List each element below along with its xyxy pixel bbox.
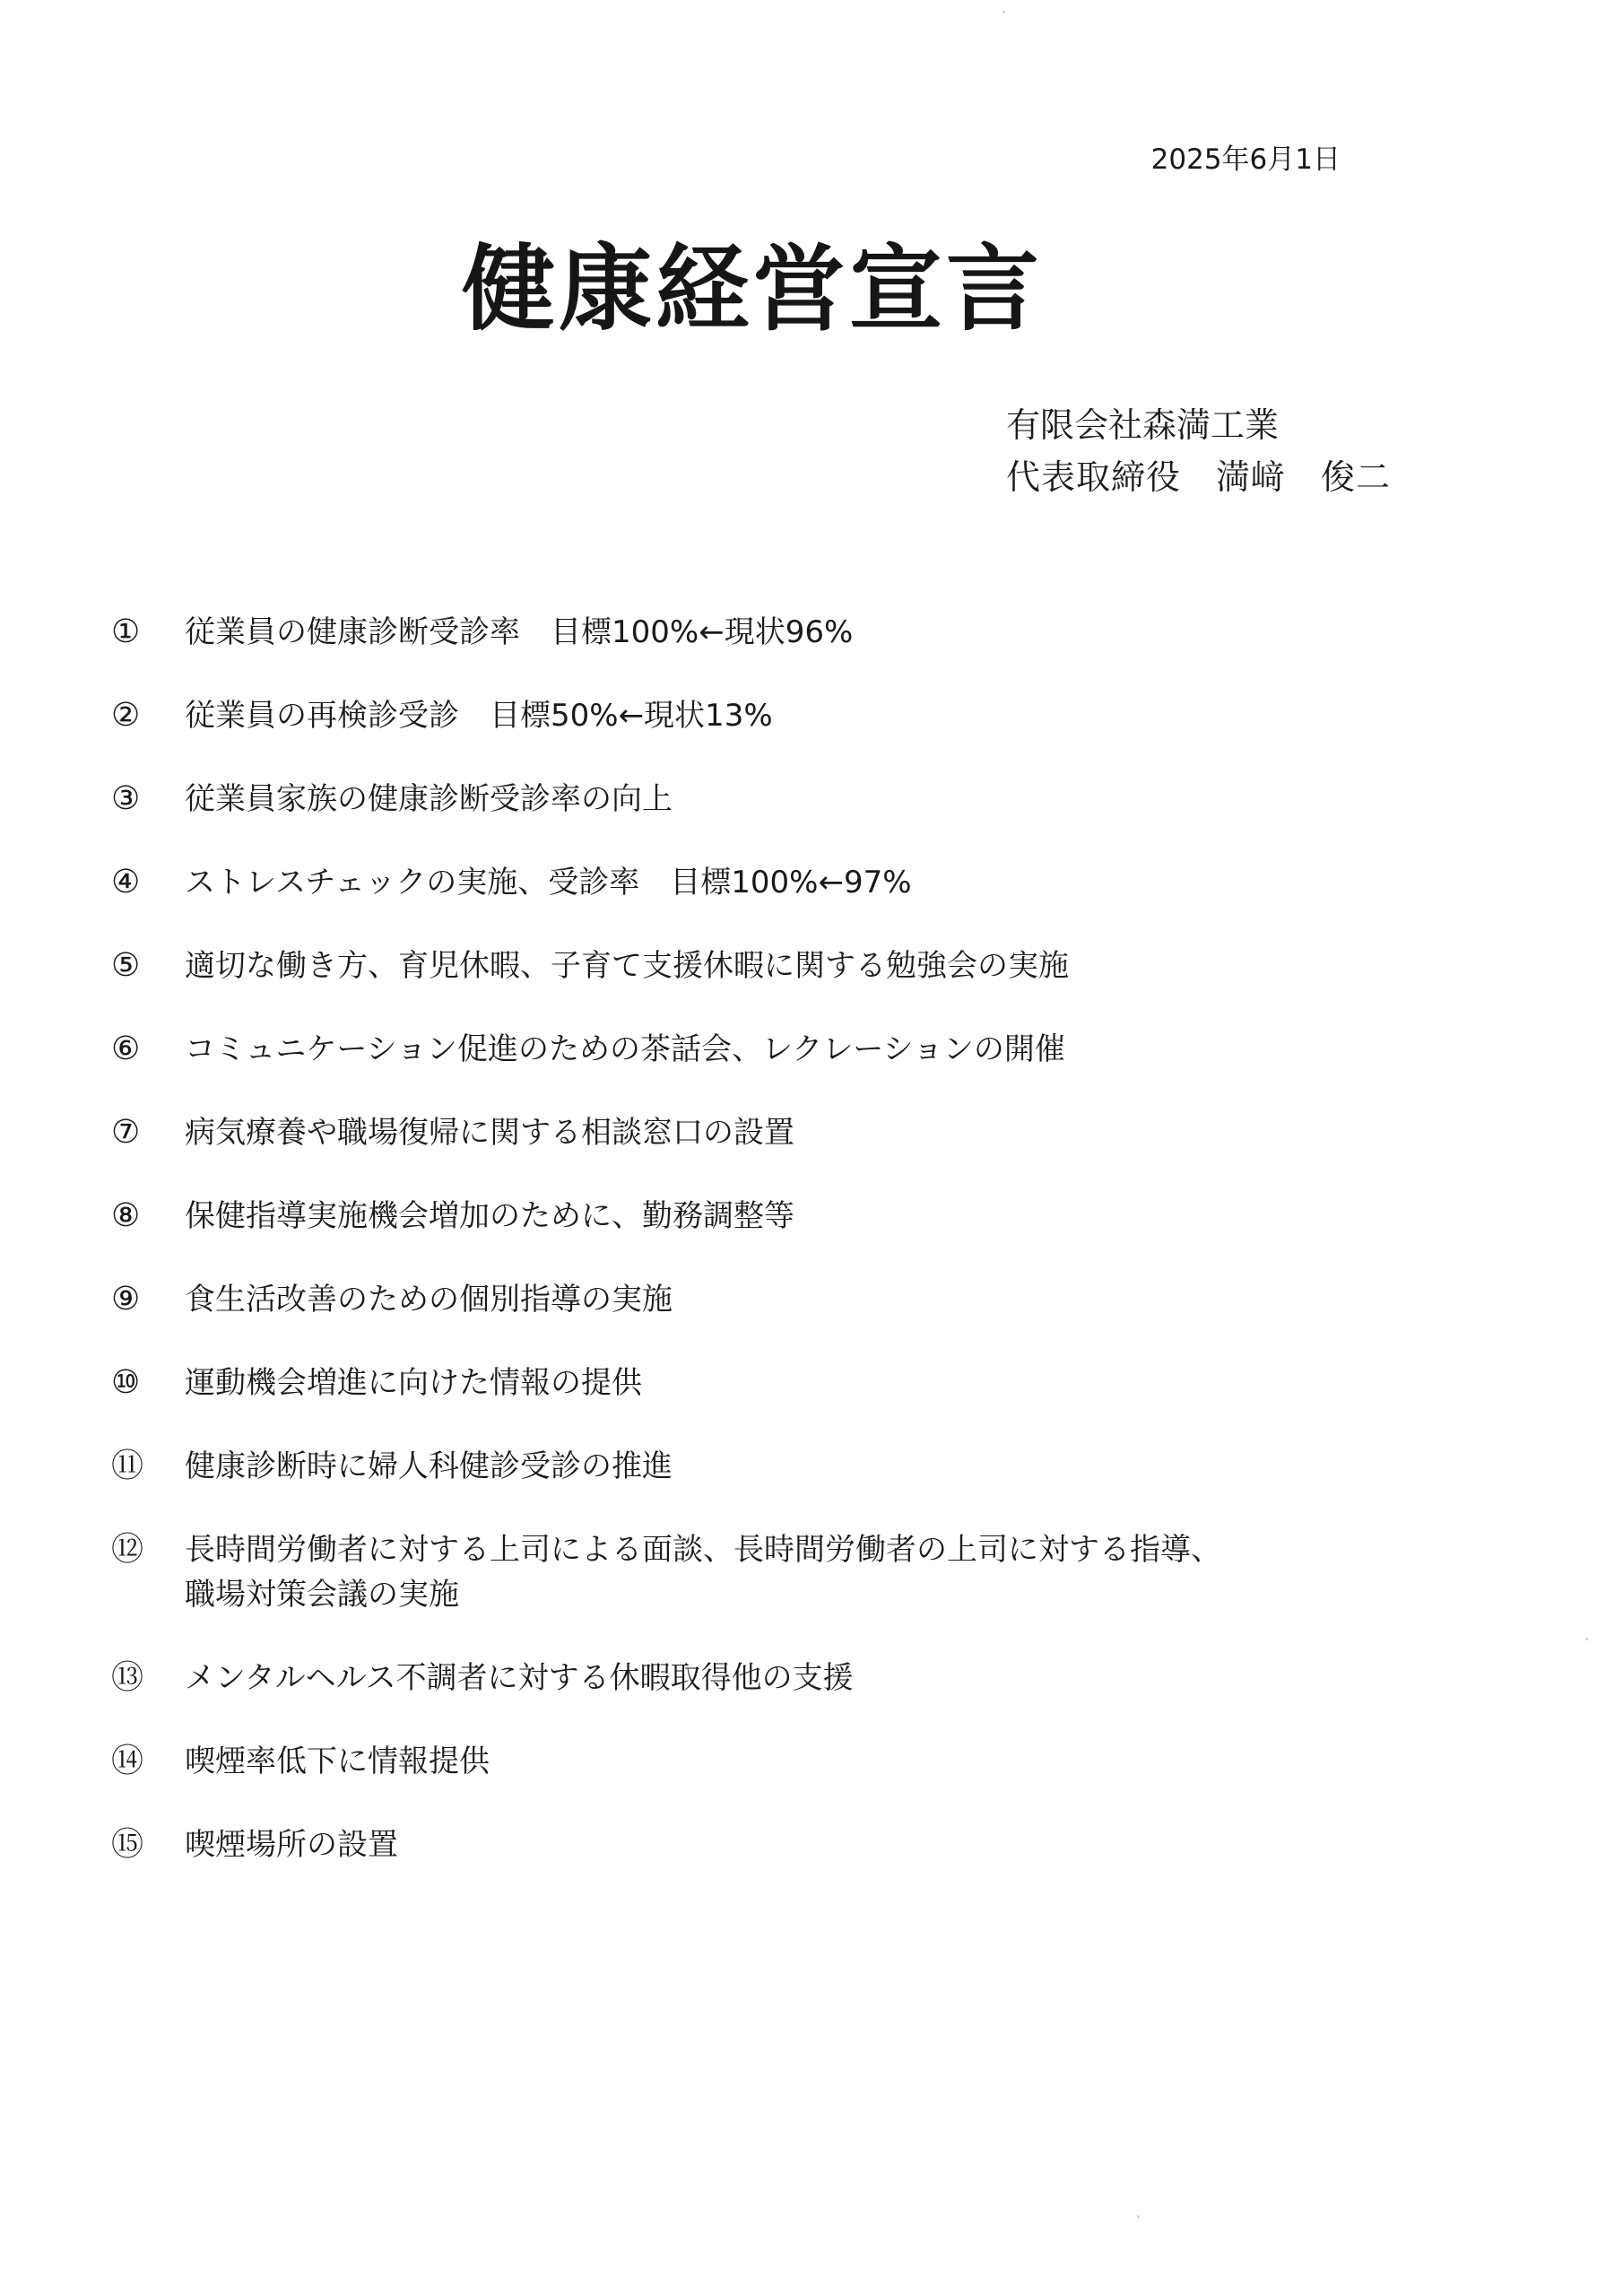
item-number: ② [111, 697, 141, 734]
list-item [108, 1444, 1471, 1489]
item-text: 健康診断時に婦人科健診受診の推進 [185, 1448, 673, 1484]
item-text: 喫煙率低下に情報提供 [185, 1744, 490, 1779]
list-item [108, 610, 1471, 655]
list-item [108, 860, 1471, 905]
item-number: ⑧ [111, 1197, 141, 1234]
list-item [108, 1361, 1471, 1405]
item-text: ストレスチェックの実施、受診率 目標100%←97% [185, 865, 912, 900]
list-item [108, 1110, 1471, 1155]
item-number: ⑭ [111, 1743, 144, 1779]
item-number: ④ [111, 864, 141, 900]
item-number: ⑤ [111, 947, 141, 984]
company-name: 有限会社森満工業 [1006, 405, 1280, 445]
list-item [108, 1277, 1471, 1322]
document-title: 健康経営宣言 [462, 234, 1044, 344]
item-text: 保健指導実施機会増加のために、勤務調整等 [185, 1198, 794, 1234]
item-text: 適切な働き方、育児休暇、子育て支援休暇に関する勉強会の実施 [185, 948, 1069, 984]
item-number: ⑨ [111, 1281, 141, 1318]
item-text: 食生活改善のための個別指導の実施 [185, 1282, 673, 1318]
item-number: ① [111, 613, 141, 650]
item-number: ⑮ [111, 1826, 144, 1863]
declaration-list [108, 610, 1471, 1906]
item-text: 病気療養や職場復帰に関する相談窓口の設置 [185, 1115, 794, 1151]
signature-block [1006, 399, 1391, 503]
list-item [108, 1527, 1471, 1617]
item-number: ⑪ [111, 1448, 144, 1484]
list-item [108, 1027, 1471, 1072]
item-number: ⑥ [111, 1031, 141, 1067]
list-item [108, 1656, 1471, 1700]
list-item [108, 693, 1471, 738]
list-item [108, 1194, 1471, 1239]
scan-speck [1137, 2215, 1140, 2218]
item-text: 従業員家族の健康診断受診率の向上 [185, 781, 673, 817]
item-number: ⑫ [111, 1531, 144, 1568]
item-text: 従業員の健康診断受診率 目標100%←現状96% [185, 614, 854, 650]
item-text: メンタルヘルス不調者に対する休暇取得他の支援 [185, 1660, 854, 1696]
item-text: 喫煙場所の設置 [185, 1827, 398, 1863]
item-text: コミュニケーション促進のための茶話会、レクレーションの開催 [185, 1031, 1065, 1067]
item-text: 運動機会増進に向けた情報の提供 [185, 1365, 642, 1401]
item-number: ⑦ [111, 1114, 141, 1151]
scan-speck [1585, 1638, 1588, 1640]
item-number: ③ [111, 780, 141, 817]
item-text: 従業員の再検診受診 目標50%←現状13% [185, 698, 773, 734]
document-date: 2025年6月1日 [1150, 144, 1341, 176]
representative-name: 代表取締役 満﨑 俊二 [1006, 457, 1392, 497]
list-item [108, 1739, 1471, 1784]
item-number: ⑬ [111, 1659, 144, 1696]
list-item [108, 944, 1471, 988]
list-item [108, 1822, 1471, 1867]
scan-speck [1002, 11, 1005, 13]
item-text: 長時間労働者に対する上司による面談、長時間労働者の上司に対する指導、 職場対策会議の実施 [185, 1532, 1221, 1613]
item-number: ⑩ [111, 1364, 141, 1401]
list-item [108, 777, 1471, 822]
